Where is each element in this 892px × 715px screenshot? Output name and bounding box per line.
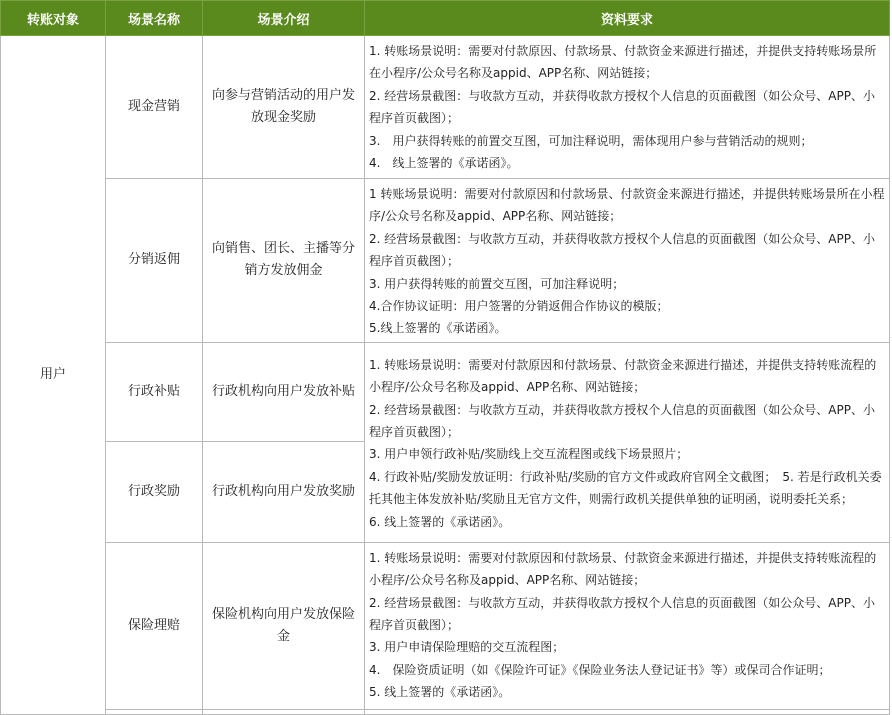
- table-header-row: [1, 1, 890, 36]
- table-row: [1, 36, 890, 179]
- requirement-item: 4. 保险资质证明（如《保险许可证》《保险业务法人登记证书》等）或保司合作证明；: [369, 662, 831, 677]
- scene-intro-cell: 行政机构向用户发放奖励: [203, 441, 365, 542]
- scene-intro-cell: 向销售、团长、主播等分销方发放佣金: [203, 179, 365, 343]
- header-scene-name: 场景名称: [106, 1, 203, 36]
- requirement-item: 2. 经营场景截图：与收款方互动，并获得收款方授权个人信息的页面截图（如公众号、APP、小程序首页截图）；: [369, 88, 875, 126]
- scene-name-cell: 现金营销: [106, 36, 203, 179]
- tail-cell: [365, 709, 890, 714]
- requirement-item: 4. 线上签署的《承诺函》。: [369, 156, 519, 171]
- requirements-cell: [365, 179, 890, 343]
- requirement-item: 1 转账场景说明：需要对付款原因和付款场景、付款资金来源进行描述，并提供转账场景所在小程序/公众号名称及appid、APP名称、网站链接；: [369, 187, 885, 224]
- table-row: [1, 542, 890, 709]
- target-cell: 用户: [1, 36, 106, 715]
- requirement-item: 3. 用户申领行政补贴/奖励线上交互流程图或线下场景照片；: [369, 447, 689, 462]
- scene-intro-cell: 行政机构向用户发放补贴: [203, 342, 365, 441]
- header-requirements: 资料要求: [365, 1, 890, 36]
- requirement-item: 1. 转账场景说明：需要对付款原因和付款场景、付款资金来源进行描述，并提供支持转账流程的小程序/公众号名称及appid、APP名称、网站链接；: [369, 357, 877, 395]
- requirements-cell: [365, 342, 890, 542]
- requirement-item: 2. 经营场景截图：与收款方互动，并获得收款方授权个人信息的页面截图（如公众号、APP、小程序首页截图）；: [369, 402, 875, 439]
- header-scene-intro: 场景介绍: [203, 1, 365, 36]
- scene-intro-cell: 保险机构向用户发放保险金: [203, 542, 365, 709]
- scene-intro-cell: 向参与营销活动的用户发放现金奖励: [203, 36, 365, 179]
- tail-cell: [106, 709, 203, 714]
- requirement-item: 4.合作协议证明：用户签署的分销返佣合作协议的模版；: [369, 299, 669, 314]
- requirement-item: 2. 经营场景截图：与收款方互动，并获得收款方授权个人信息的页面截图（如公众号、APP、小程序首页截图）；: [369, 595, 875, 633]
- scene-name-cell: 行政补贴: [106, 342, 203, 441]
- requirement-item: 4. 行政补贴/奖励发放证明：行政补贴/奖励的官方文件或政府官网全文截图； 5. 若是行政机关委托其他主体发放补贴/奖励且无官方文件，则需行政机关提供单独的证明函，说明委托关系；: [369, 469, 882, 507]
- requirement-item: 3. 用户获得转账的前置交互图，可加注释说明，需体现用户参与营销活动的规则；: [369, 133, 813, 148]
- requirements-cell: [365, 36, 890, 179]
- scene-name-cell: 分销返佣: [106, 179, 203, 343]
- requirement-item: 6. 线上签署的《承诺函》。: [369, 514, 511, 529]
- requirement-item: 3. 用户申请保险理赔的交互流程图；: [369, 640, 565, 655]
- scene-name-cell: 行政奖励: [106, 441, 203, 542]
- requirement-item: 5. 线上签署的《承诺函》。: [369, 685, 511, 700]
- tail-cell: [203, 709, 365, 714]
- header-target: 转账对象: [1, 1, 106, 36]
- scene-name-cell: 保险理赔: [106, 542, 203, 709]
- table-row-tail: [1, 709, 890, 714]
- table-row: [1, 342, 890, 441]
- requirement-item: 2. 经营场景截图：与收款方互动，并获得收款方授权个人信息的页面截图（如公众号、APP、小程序首页截图）；: [369, 231, 875, 269]
- requirement-item: 1. 转账场景说明：需要对付款原因和付款场景、付款资金来源进行描述，并提供支持转账流程的小程序/公众号名称及appid、APP名称、网站链接；: [369, 550, 877, 588]
- requirements-cell: [365, 542, 890, 709]
- requirement-item: 3. 用户获得转账的前置交互图，可加注释说明；: [369, 276, 625, 291]
- table-row: [1, 179, 890, 343]
- requirement-item: 5.线上签署的《承诺函》。: [369, 321, 507, 336]
- requirement-item: 1. 转账场景说明：需要对付款原因、付款场景、付款资金来源进行描述，并提供支持转账场景所在小程序/公众号名称及appid、APP名称、网站链接；: [369, 44, 877, 81]
